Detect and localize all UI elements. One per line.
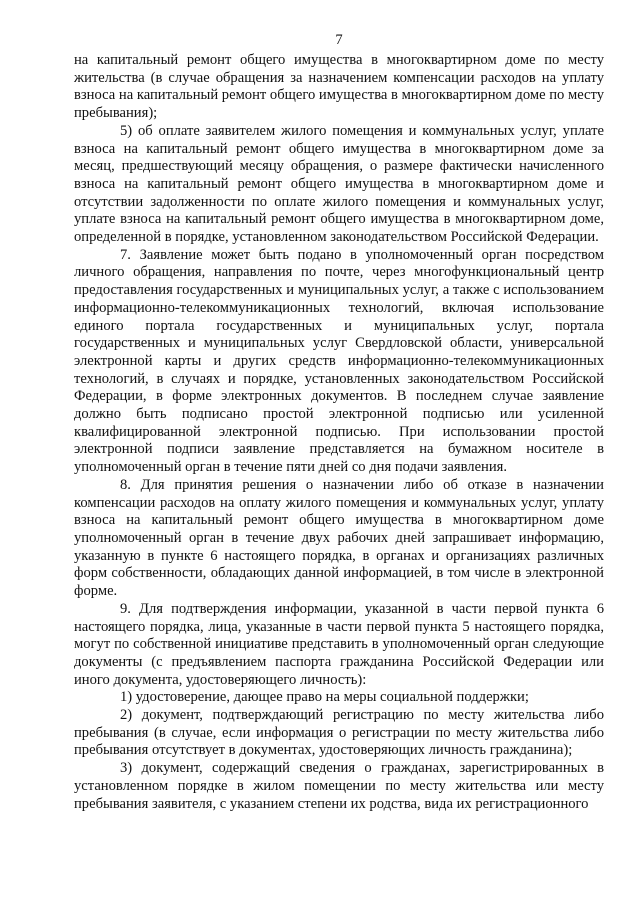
paragraph-list-item-2: 2) документ, подтверждающий регистрацию по месту жительства либо пребывания (в случае, если информация о регистрации по месту жительства либо пребывания отсутствует в документах, удостоверяющих личность гражданина); [74, 707, 604, 759]
paragraph-continuation: на капитальный ремонт общего имущества в многоквартирном доме по месту жительства (в случае обращения за назначением компенсации расходов на уплату взноса на капитальный ремонт общего имущества в многоквартирном доме по месту пребывания); [74, 52, 604, 122]
paragraph-clause-8: 8. Для принятия решения о назначении либо об отказе в назначении компенсации расходов на оплату жилого помещения и коммунальных услуг, уплату взноса на капитальный ремонт общего имущества в многоквартирном доме уполномоченный орган в течение двух рабочих дней запрашивает информацию, указанную в пункте 6 настоящего порядка, в органах и организациях различных форм собственности, обладающих данной информацией, в том числе в электронной форме. [74, 476, 604, 600]
paragraph-clause-7: 7. Заявление может быть подано в уполномоченный орган посредством личного обращения, направления по почте, через многофункциональный центр предоставления государственных и муниципальных услуг, а также с использованием информационно-телекоммуникационных технологий, включая использование единого портала государственных и муниципальных услуг, портала государственных и муниципальных услуг Свердловской области, универсальной электронной карты и других средств информационно-телекоммуникационных технологий, в случаях и порядке, установленных законодательством Российской Федерации, в форме электронных документов. В последнем случае заявление должно быть подписано простой электронной подписью или усиленной квалифицированной электронной подписью. При использовании простой электронной подписи заявление представляется на бумажном носителе в уполномоченный орган в течение пяти дней со дня подачи заявления. [74, 246, 604, 476]
paragraph-item-5: 5) об оплате заявителем жилого помещения и коммунальных услуг, уплате взноса на капитальный ремонт общего имущества в многоквартирном доме за месяц, предшествующий месяцу обращения, о размере фактически начисленного взноса на капитальный ремонт общего имущества в многоквартирном доме и отсутствии задолженности по оплате жилого помещения и коммунальных услуг, уплате взноса на капитальный ремонт общего имущества в многоквартирном доме, определенной в порядке, установленном законодательством Российской Федерации. [74, 122, 604, 246]
paragraph-list-item-3: 3) документ, содержащий сведения о гражданах, зарегистрированных в установленном порядке в жилом помещении по месту жительства или месту пребывания заявителя, с указанием степени их родства, вида их регистрационного [74, 760, 604, 812]
paragraph-clause-9: 9. Для подтверждения информации, указанной в части первой пункта 6 настоящего порядка, лица, указанные в части первой пункта 5 настоящего порядка, могут по собственной инициативе представить в уполномоченный орган следующие документы (с предъявлением паспорта гражданина Российской Федерации или иного документа, удостоверяющего личность): [74, 600, 604, 688]
paragraph-list-item-1: 1) удостоверение, дающее право на меры социальной поддержки; [120, 689, 529, 706]
page-number: 7 [335, 32, 343, 48]
